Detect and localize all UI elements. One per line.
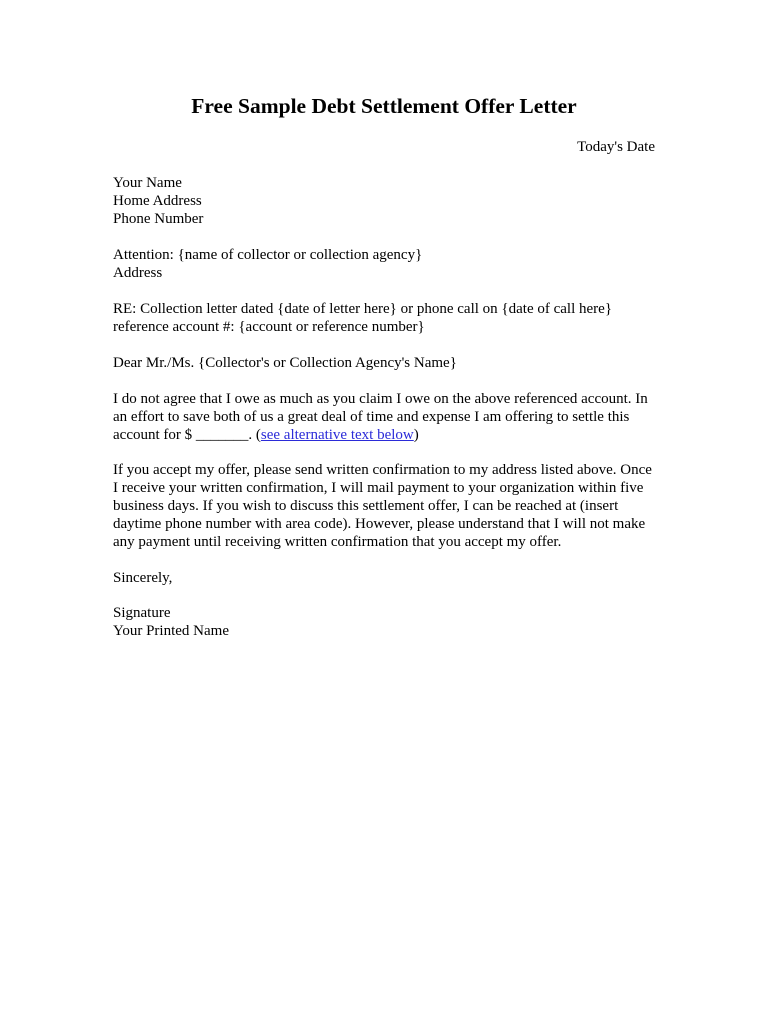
closing xyxy=(113,569,658,587)
closing-text: Sincerely, xyxy=(113,570,173,586)
sender-block xyxy=(113,174,658,228)
re-block xyxy=(113,300,658,336)
paragraph-confirmation-line-3: business days. If you wish to discuss this settlement offer, I can be reached at (insert xyxy=(113,498,619,514)
paragraph-offer-line-1: I do not agree that I owe as much as you claim I owe on the above referenced account. In xyxy=(113,391,648,407)
paragraph-confirmation-line-2: I receive your written confirmation, I will mail payment to your organization within five xyxy=(113,480,644,496)
paragraph-offer-line-3 xyxy=(113,426,658,444)
paragraph-confirmation-line-5: any payment until receiving written confirmation that you accept my offer. xyxy=(113,534,562,550)
signature-line: Signature xyxy=(113,605,171,621)
paragraph-confirmation-line-1: If you accept my offer, please send written confirmation to my address listed above. Once xyxy=(113,462,652,478)
letter-date: Today's Date xyxy=(577,139,655,155)
sender-name: Your Name xyxy=(113,175,182,191)
recipient-attention: Attention: {name of collector or collection agency} xyxy=(113,247,423,263)
recipient-address: Address xyxy=(113,265,163,281)
alternative-text-link[interactable]: see alternative text below xyxy=(260,427,414,443)
re-line-2: reference account #: {account or reference number} xyxy=(113,319,425,335)
salutation-text: Dear Mr./Ms. {Collector's or Collection Agency's Name} xyxy=(113,355,457,371)
paragraph-offer-line-3-prefix: account for $ _______. ( xyxy=(113,427,261,443)
paragraph-confirmation-line-4: daytime phone number with area code). However, please understand that I will not make xyxy=(113,516,646,532)
paragraph-offer-line-3-suffix: ) xyxy=(413,427,419,443)
salutation xyxy=(113,354,658,372)
paragraph-offer-line-2: an effort to save both of us a great deal of time and expense I am offering to settle this xyxy=(113,409,630,425)
paragraph-offer xyxy=(113,390,658,444)
recipient-block xyxy=(113,246,658,282)
page-title: Free Sample Debt Settlement Offer Letter xyxy=(191,94,577,118)
sender-address: Home Address xyxy=(113,193,202,209)
re-line-1: RE: Collection letter dated {date of letter here} or phone call on {date of call here} xyxy=(113,301,613,317)
paragraph-confirmation xyxy=(113,461,658,551)
printed-name-line: Your Printed Name xyxy=(113,623,229,639)
sender-phone: Phone Number xyxy=(113,211,204,227)
signature-block xyxy=(113,604,658,640)
